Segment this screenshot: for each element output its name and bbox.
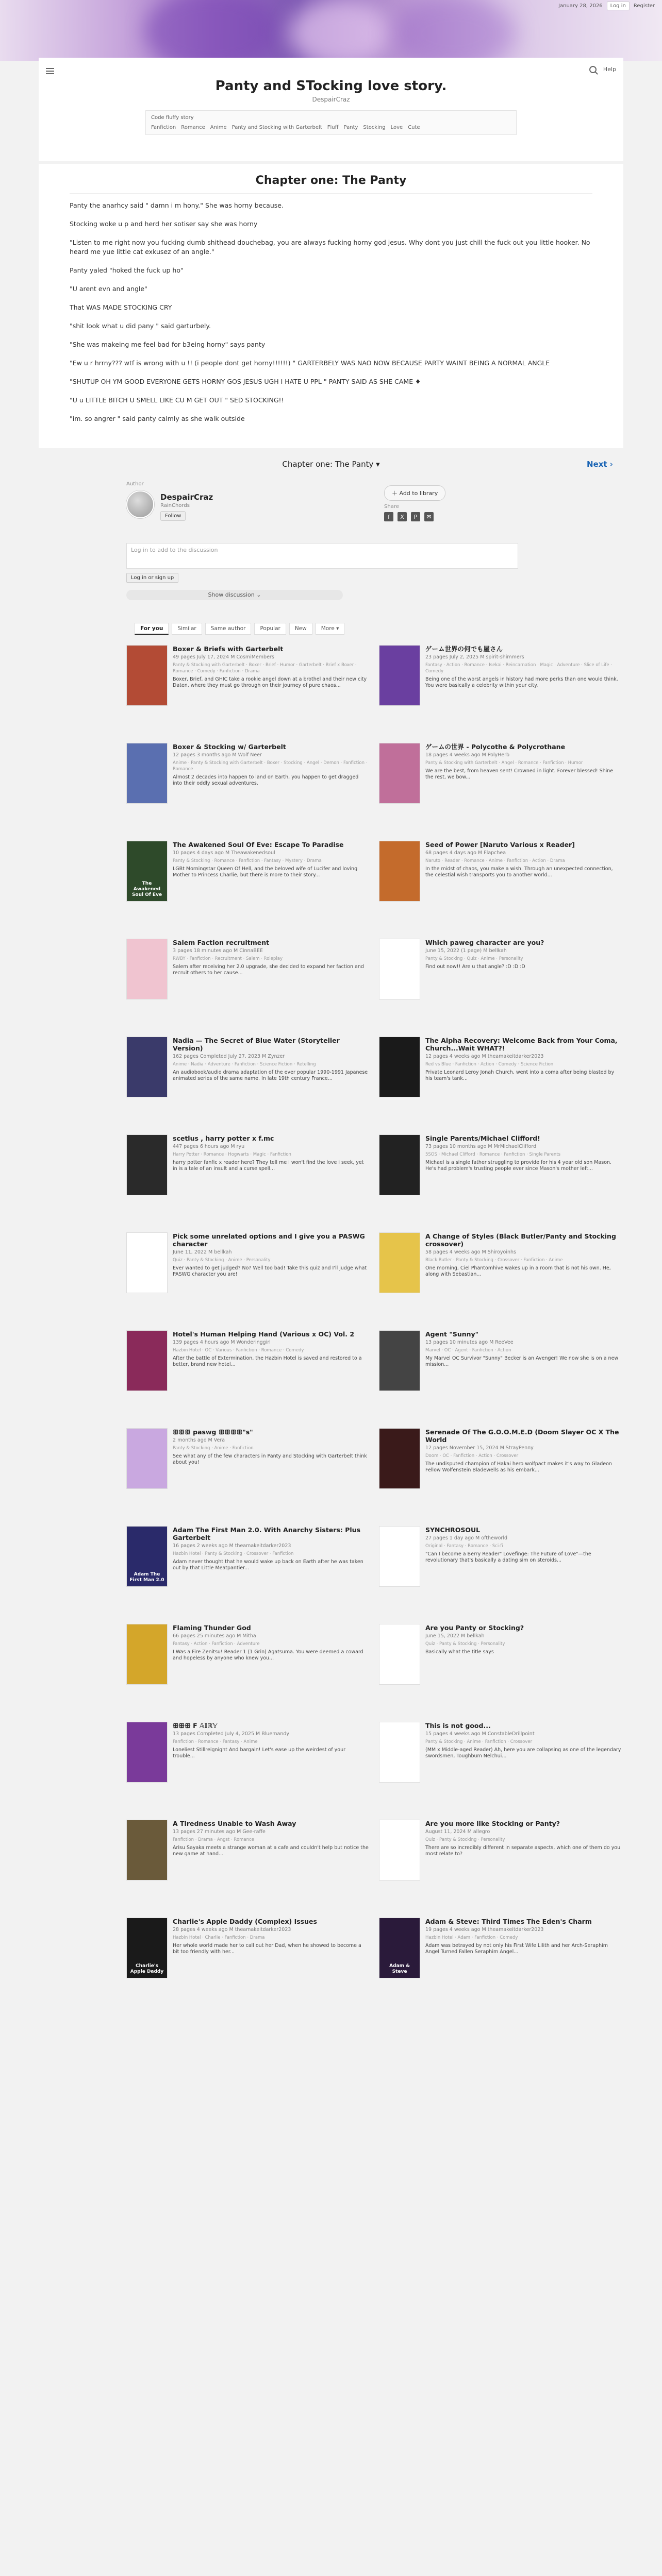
recommendation-summary: Ever wanted to get judged? No? Well too bad! Take this quiz and I'll judge what PASWG character you are!: [173, 1265, 367, 1277]
recommendation-title[interactable]: Seed of Power [Naruto Various x Reader]: [425, 841, 575, 849]
recommendation-tags: Fantasy · Action · Romance · Isekai · Reincarnation · Magic · Adventure · Slice of Life · Comedy: [425, 663, 612, 674]
recommendation-title[interactable]: Boxer & Stocking w/ Garterbelt: [173, 743, 286, 751]
share-icons: [384, 512, 434, 521]
recommendation-summary: Being one of the worst angels in history had more perks than one would think. You were basically a celebrity within your city.: [425, 676, 618, 688]
recommendation-tags: Panty & Stocking · Quiz · Anime · Personality: [425, 956, 523, 961]
recommendation-body: [425, 1918, 621, 2012]
cover-title: Adam The First Man 2.0: [129, 1572, 164, 1583]
chapter-paragraph: "im. so angrer " said panty calmly as she walk outside: [70, 415, 245, 422]
recommendation-summary: LGBt Morningstar Queen Of Hell, and the beloved wife of Lucifer and loving Mother to Princess Charlie, but there is more to their story...: [173, 866, 358, 878]
banner-decoration: [289, 0, 392, 61]
recommendation-summary: Arisu Sayaka meets a strange woman at a cafe and couldn't help but notice the new game at hand...: [173, 1845, 369, 1857]
author-name[interactable]: DespairCraz: [160, 493, 213, 502]
recommendation-tags: Hazbin Hotel · Charlie · Fanfiction · Drama: [173, 1935, 265, 1940]
x-twitter-icon[interactable]: X: [398, 512, 407, 521]
recommendation-summary: Boxer, Brief, and GHIC take a rookie angel down at a brothel and their new city Daten, where they must go through on their journey of pure chaos...: [173, 676, 367, 688]
show-discussion-button[interactable]: Show discussion ⌄: [126, 590, 343, 600]
story-cover[interactable]: [126, 939, 168, 999]
rec-tab[interactable]: Same author: [205, 623, 252, 635]
story-cover[interactable]: [126, 743, 168, 804]
recommendation-card[interactable]: [379, 1523, 621, 1621]
recommendation-title[interactable]: A Tiredness Unable to Wash Away: [173, 1820, 296, 1827]
chapter-navigation: [39, 455, 623, 476]
recommendation-tags: Panty & Stocking · Anime · Fanfiction: [173, 1446, 254, 1451]
recommendation-card[interactable]: [379, 1425, 621, 1523]
recommendation-summary: See what any of the few characters in Panty and Stocking with Garterbelt think about you!: [173, 1453, 367, 1465]
recommendation-summary: Private Leonard Leroy Jonah Church, went into a coma after being blasted by his team's tank...: [425, 1070, 615, 1081]
recommendation-grid: [126, 642, 621, 2012]
rec-tab[interactable]: New: [289, 623, 312, 635]
recommendation-summary: The undisputed champion of Hakai hero wolfpact makes it's way to Gladeon Fellow Wolfenstein Bladewells as his embark...: [425, 1461, 612, 1473]
recommendation-meta: 23 pages July 2, 2025 M spirit-shimmers: [425, 654, 524, 660]
add-to-library-button[interactable]: ＋ Add to library: [384, 485, 445, 501]
recommendation-card[interactable]: [379, 1719, 621, 1817]
story-cover[interactable]: [126, 1624, 168, 1685]
recommendation-tags: Fantasy · Action · Fanfiction · Adventure: [173, 1641, 260, 1647]
recommendation-tags: Harry Potter · Romance · Hogwarts · Magic · Fanfiction: [173, 1152, 291, 1157]
story-tag[interactable]: Cute: [408, 125, 420, 130]
story-cover[interactable]: [379, 841, 420, 902]
recommendation-meta: 13 pages 27 minutes ago M Gee-raffe: [173, 1829, 266, 1835]
recommendation-tags: Red vs Blue · Fanfiction · Action · Comedy · Science Fiction: [425, 1062, 554, 1067]
hamburger-menu-icon[interactable]: [46, 68, 54, 74]
story-cover[interactable]: [126, 1232, 168, 1293]
cover-title: Charlie's Apple Daddy: [130, 1963, 164, 1974]
recommendation-body: [425, 1134, 621, 1229]
story-banner: [0, 0, 662, 61]
author-avatar[interactable]: [126, 490, 154, 518]
recommendation-summary: Salem after receiving her 2.0 upgrade, she decided to expand her faction and recruit others to her cause...: [173, 964, 364, 976]
recommendation-tags: Fanfiction · Romance · Fantasy · Anime: [173, 1739, 258, 1744]
recommendation-summary: Her whole world made her to call out her Dad, when he showed to become a bit too friendly with her...: [173, 1943, 361, 1955]
next-chapter-link[interactable]: Next ›: [587, 460, 613, 469]
recommendation-card[interactable]: [379, 1914, 621, 2012]
recommendation-meta: June 15, 2022 (1 page) M bellkah: [425, 948, 507, 954]
recommendation-tags: Hazbin Hotel · Panty & Stocking · Crossover · Fanfiction: [173, 1551, 294, 1556]
recommendation-summary: After the battle of Extermination, the Hazbin Hotel is saved and restored to a better, brand new hotel...: [173, 1355, 362, 1367]
recommendation-tags: Quiz · Panty & Stocking · Anime · Personality: [173, 1258, 271, 1263]
recommendation-body: [425, 645, 621, 740]
recommendation-title[interactable]: Hotel's Human Helping Hand (Various x OC) Vol. 2: [173, 1330, 355, 1338]
recommendation-body: [425, 1526, 621, 1621]
recommendation-summary: Adam was betrayed by not only his First Wife Lilith and her Arch-Seraphim Angel Turned Fallen Seraphim Angel...: [425, 1943, 608, 1955]
recommendation-title[interactable]: Serenade Of The G.O.O.M.E.D (Doom Slayer OC X The World: [425, 1428, 619, 1444]
recommendation-card[interactable]: [126, 1229, 369, 1327]
recommendation-meta: 10 pages 4 days ago M Theawakenedsoul: [173, 850, 275, 856]
recommendation-meta: June 15, 2022 M bellkah: [425, 1633, 485, 1639]
recommendation-title[interactable]: The Awakened Soul Of Eve: Escape To Paradise: [173, 841, 344, 849]
recommendation-card[interactable]: [126, 1621, 369, 1719]
recommendation-tags: Panty & Stocking with Garterbelt · Angel · Romance · Fanfiction · Humor: [425, 760, 583, 766]
recommendation-title[interactable]: Agent "Sunny": [425, 1330, 479, 1338]
recommendation-summary: harry potter fanfic x reader here? They tell me i won't find the love i seek, yet in is a tale of an insult and a curse spell...: [173, 1160, 364, 1172]
recommendation-tags: Panty & Stocking with Garterbelt · Boxer · Brief · Humor · Garterbelt · Brief x Boxer · Romance · Comedy · Fanfiction · Drama: [173, 663, 357, 674]
help-link[interactable]: Help: [603, 66, 616, 73]
share-label: Share: [384, 504, 399, 510]
recommendation-summary: One morning, Ciel Phantomhive wakes up in a room that is not his own. He, along with Sebastian...: [425, 1265, 611, 1277]
story-cover[interactable]: [126, 1330, 168, 1391]
story-tags: [151, 125, 511, 130]
recommendation-card[interactable]: [126, 1033, 369, 1131]
story-header: [39, 58, 623, 161]
recommendation-title[interactable]: Nadia — The Secret of Blue Water (Storyteller Version): [173, 1037, 340, 1052]
recommendation-body: [173, 743, 369, 838]
recommendation-card[interactable]: [379, 1131, 621, 1229]
recommendation-meta: 28 pages 4 weeks ago M theamakeitdarker2023: [173, 1927, 291, 1933]
recommendation-card[interactable]: [379, 740, 621, 838]
recommendation-title[interactable]: Charlie's Apple Daddy (Complex) Issues: [173, 1918, 317, 1925]
comment-area: [126, 543, 518, 583]
recommendation-title[interactable]: ゲーム世界の何でも屋さん: [425, 645, 503, 653]
recommendation-tags: Fanfiction · Drama · Angst · Romance: [173, 1837, 254, 1842]
story-author-link[interactable]: DespairCraz: [312, 96, 350, 103]
recommendation-tabs: [39, 623, 623, 635]
recommendation-body: [173, 1428, 369, 1523]
chapter-paragraph: That WAS MADE STOCKING CRY: [70, 303, 172, 311]
story-title: Panty and STocking love story.: [215, 78, 447, 94]
recommendation-body: [425, 1037, 621, 1131]
recommendation-title[interactable]: SYNCHROSOUL: [425, 1526, 481, 1534]
recommendation-meta: 19 pages 4 weeks ago M theamakeitdarker2023: [425, 1927, 544, 1933]
recommendation-tags: Hazbin Hotel · OC · Various · Fanfiction · Romance · Comedy: [173, 1348, 304, 1353]
recommendation-meta: 139 pages 4 hours ago M Wonderinggirl: [173, 1340, 271, 1345]
story-cover[interactable]: [126, 645, 168, 706]
chapter-title: Chapter one: The Panty: [70, 174, 592, 194]
story-description: Code fluffy story: [151, 115, 194, 121]
recommendation-body: [425, 1624, 621, 1719]
recommendation-body: [425, 841, 621, 936]
recommendation-meta: 49 pages July 17, 2024 M CosmiMembers: [173, 654, 274, 660]
recommendation-meta: 12 pages November 15, 2024 M StrayPenny: [425, 1445, 534, 1451]
recommendation-card[interactable]: [126, 740, 369, 838]
recommendation-meta: 3 pages 18 minutes ago M CinnaBEE: [173, 948, 263, 954]
recommendation-summary: "Can I become a Berry Reader" Lovefinge: The Future of Love"—the revolutionary that's basically a dating sim on steroids...: [425, 1551, 591, 1563]
recommendation-meta: 13 pages 10 minutes ago M ReeVee: [425, 1340, 514, 1345]
recommendation-meta: August 11, 2024 M allegro: [425, 1829, 490, 1835]
recommendation-title[interactable]: Salem Faction recruitment: [173, 939, 270, 946]
recommendation-summary: We are the best, from heaven sent! Crowned in light. Forever blessed! Shine the rest, we bow...: [425, 768, 614, 780]
recommendation-card[interactable]: [379, 1817, 621, 1914]
story-cover[interactable]: [379, 1722, 420, 1783]
recommendation-summary: Almost 2 decades into happen to land on Earth, you happen to get dragged into their oddly sexual adventures.: [173, 774, 359, 786]
recommendation-summary: An audiobook/audio drama adaptation of the ever popular 1990-1991 Japanese animated series of the same name. In late 19th century France...: [173, 1070, 368, 1081]
recommendation-body: [173, 1330, 369, 1425]
chapter-paragraph: "She was makeing me feel bad for b3eing horny" says panty: [70, 341, 266, 348]
recommendation-tags: Anime · Nadia · Adventure · Fanfiction · Science Fiction · Retelling: [173, 1062, 316, 1067]
recommendation-card[interactable]: [126, 1327, 369, 1425]
recommendation-card[interactable]: [379, 1229, 621, 1327]
recommendation-meta: 27 pages 1 day ago M oftheworld: [425, 1535, 507, 1541]
story-tag[interactable]: Romance: [181, 125, 205, 130]
cover-title: The Awakened Soul Of Eve: [131, 881, 162, 897]
story-tag[interactable]: Stocking: [363, 125, 386, 130]
recommendation-body: [425, 939, 621, 1033]
chapter-select-dropdown[interactable]: Chapter one: The Panty ▾: [282, 460, 380, 469]
recommendation-body: [173, 939, 369, 1033]
recommendation-meta: 58 pages 4 weeks ago M Shiroyoinhs: [425, 1249, 516, 1255]
recommendation-body: [425, 1428, 621, 1523]
recommendation-card[interactable]: [379, 1033, 621, 1131]
recommendation-summary: Basically what the title says: [425, 1649, 494, 1655]
recommendation-title[interactable]: The Alpha Recovery: Welcome Back from Your Coma, Church...Wait WHAT?!: [425, 1037, 618, 1052]
story-cover[interactable]: [379, 1037, 420, 1097]
recommendation-body: [425, 1330, 621, 1425]
chapter-paragraph: Panty the anarhcy said " damn i m hony." She was horny because.: [70, 201, 284, 209]
email-icon[interactable]: ✉: [424, 512, 434, 521]
recommendation-meta: 73 pages 10 months ago M MrMichaelClifford: [425, 1144, 537, 1149]
recommendation-meta: 2 months ago M Vera: [173, 1437, 225, 1443]
current-date: January 28, 2026: [558, 3, 603, 9]
recommendation-title[interactable]: ゲームの世界 - Polycothe & Polycrothane: [425, 743, 566, 751]
recommendation-tags: Anime · Panty & Stocking with Garterbelt · Boxer · Stocking · Angel · Demon · Fanfiction · Romance: [173, 760, 368, 772]
story-cover[interactable]: [379, 1330, 420, 1391]
recommendation-card[interactable]: [126, 936, 369, 1033]
recommendation-body: [173, 1722, 369, 1817]
chapter-paragraph: "shit look what u did pany " said garturbely.: [70, 322, 211, 330]
recommendation-tags: Hazbin Hotel · Adam · Fanfiction · Comedy: [425, 1935, 518, 1940]
recommendation-tags: Original · Fantasy · Romance · Sci-fi: [425, 1544, 503, 1549]
content-wrap: [39, 58, 623, 2012]
recommendation-body: [173, 841, 369, 936]
story-cover[interactable]: [379, 1428, 420, 1489]
recommendation-meta: 68 pages 4 days ago M Flapchea: [425, 850, 506, 856]
chapter-body: [70, 201, 592, 423]
cover-title: Adam & Steve: [389, 1963, 410, 1974]
recommendation-tags: Quiz · Panty & Stocking · Personality: [425, 1641, 505, 1647]
recommendation-card[interactable]: [379, 642, 621, 740]
rec-tab[interactable]: Popular: [254, 623, 286, 635]
recommendation-tags: Doom · OC · Fanfiction · Action · Crossover: [425, 1453, 519, 1459]
recommendation-summary: My Marvel OC Survivor "Sunny" Becker is an Avenger! We now she is on a new mission...: [425, 1355, 619, 1367]
story-tag[interactable]: Love: [390, 125, 403, 130]
recommendation-title[interactable]: This is not good...: [425, 1722, 491, 1730]
recommendation-meta: 13 pages Completed July 4, 2025 M Bluemandy: [173, 1731, 290, 1737]
chapter-paragraph: "U arent evn and angle": [70, 285, 147, 293]
recommendation-title[interactable]: Boxer & Briefs with Garterbelt: [173, 645, 284, 653]
facebook-icon[interactable]: f: [384, 512, 393, 521]
author-stats: RainChords: [160, 503, 190, 509]
recommendation-body: [173, 1624, 369, 1719]
recommendation-summary: Michael is a single father struggling to provide for his 4 year old son Mason. He's had problem's trusting people ever since Mason's mother left...: [425, 1160, 612, 1172]
recommendation-tags: Black Butler · Panty & Stocking · Crossover · Fanfiction · Anime: [425, 1258, 563, 1263]
chapter-card: [39, 164, 623, 448]
chapter-paragraph: "U u LITTLE BITCH U SMELL LIKE CU M GET OUT " SED STOCKING!!: [70, 396, 284, 404]
rec-tab[interactable]: For you: [135, 623, 169, 635]
chapter-paragraph: Stocking woke u p and herd her sotiser say she was horny: [70, 220, 258, 228]
story-cover[interactable]: [126, 1820, 168, 1880]
story-cover[interactable]: [379, 645, 420, 706]
recommendation-title[interactable]: Adam The First Man 2.0. With Anarchy Sisters: Plus Garterbelt: [173, 1526, 361, 1541]
story-cover[interactable]: [379, 1918, 420, 1978]
recommendation-title[interactable]: Are you more like Stocking or Panty?: [425, 1820, 560, 1827]
recommendation-card[interactable]: [379, 1621, 621, 1719]
recommendation-summary: (MM x Middle-aged Reader) Ah, here you are collapsing as one of the legendary swordsmen, Toughbum Nelchui...: [425, 1747, 621, 1759]
banner-decoration: [392, 0, 516, 61]
recommendation-body: [173, 1134, 369, 1229]
recommendation-card[interactable]: [379, 936, 621, 1033]
story-cover[interactable]: [379, 743, 420, 804]
author-label: Author: [126, 481, 144, 487]
recommendation-tags: Naruto · Reader · Romance · Anime · Fanfiction · Action · Drama: [425, 858, 565, 863]
recommendation-card[interactable]: [126, 642, 369, 740]
recommendation-body: [425, 1722, 621, 1817]
pinterest-icon[interactable]: P: [411, 512, 420, 521]
recommendation-meta: 12 pages 3 months ago M Wolf Neer: [173, 752, 262, 758]
recommendation-summary: Find out now!! Are u that angle? :D :D :D: [425, 964, 525, 970]
story-cover[interactable]: [379, 1526, 420, 1587]
recommendation-body: [173, 1526, 369, 1621]
chapter-paragraph: "SHUTUP OH YM GOOD EVERYONE GETS HORNY GOS JESUS UGH I HATE U PPL " PANTY SAID AS SHE CAME ♦: [70, 378, 421, 385]
recommendation-title[interactable]: Adam & Steve: Third Times The Eden's Charm: [425, 1918, 592, 1925]
rec-tab[interactable]: Similar: [172, 623, 202, 635]
rec-tab[interactable]: More ▾: [316, 623, 345, 635]
recommendation-tags: Marvel · OC · Agent · Fanfiction · Action: [425, 1348, 511, 1353]
recommendation-summary: In the midst of chaos, you make a wish. Through an unexpected connection, the celestial wish transports you to another world...: [425, 866, 613, 878]
recommendation-meta: 18 pages 4 weeks ago M PolyHerb: [425, 752, 510, 758]
recommendation-body: [173, 1820, 369, 1914]
recommendation-summary: There are so incredibly different in separate aspects, which one of them do you most relate to?: [425, 1845, 621, 1857]
recommendation-title[interactable]: ꕥꕥꕥ paswg ꕥꕥꕥꕥ"s": [173, 1428, 253, 1436]
story-tag[interactable]: Panty: [343, 125, 358, 130]
recommendation-card[interactable]: [126, 1719, 369, 1817]
story-cover[interactable]: [126, 1037, 168, 1097]
story-tag[interactable]: Fluff: [327, 125, 339, 130]
recommendation-tags: 5SOS · Michael Clifford · Romance · Fanfiction · Single Parents: [425, 1152, 561, 1157]
author-box: [126, 481, 518, 537]
chapter-paragraph: Panty yaled "hoked the fuck up ho": [70, 266, 184, 274]
recommendation-title[interactable]: Are you Panty or Stocking?: [425, 1624, 524, 1632]
recommendation-title[interactable]: ꕥꕥꕥ F 𝔸𝕀ℝ𝕐: [173, 1722, 218, 1730]
recommendation-title[interactable]: A Change of Styles (Black Butler/Panty and Stocking crossover): [425, 1232, 616, 1248]
recommendation-tags: Quiz · Panty & Stocking · Personality: [425, 1837, 505, 1842]
recommendation-card[interactable]: [126, 838, 369, 936]
recommendation-body: [173, 1232, 369, 1327]
story-cover[interactable]: [126, 1428, 168, 1489]
recommendation-tags: Panty & Stocking · Romance · Fanfiction · Fantasy · Mystery · Drama: [173, 858, 322, 863]
recommendation-meta: 12 pages 4 weeks ago M theamakeitdarker2023: [425, 1054, 544, 1059]
chapter-paragraph: "Ew u r hrrny??? wtf is wrong with u !! (i people dont get horny!!!!!!) " GARTERBELY WAS NAO NOW BECAUSE PARTY WAINT BEING A NORMAL ANGLE: [70, 359, 550, 367]
recommendation-meta: 162 pages Completed July 27, 2023 M Zynzer: [173, 1054, 285, 1059]
story-cover[interactable]: [379, 1134, 420, 1195]
recommendation-tags: RWBY · Fanfiction · Recruitment · Salem · Roleplay: [173, 956, 283, 961]
recommendation-meta: June 11, 2022 M bellkah: [173, 1249, 232, 1255]
follow-button[interactable]: Follow: [160, 511, 186, 521]
recommendation-summary: I Was a Fire Zenitsu! Reader 1 (1 Grin) Agatsuma. You were deemed a coward and hopeless by anyone who knew you...: [173, 1649, 363, 1661]
story-cover[interactable]: [379, 939, 420, 999]
banner-decoration: [144, 0, 278, 61]
story-cover[interactable]: [126, 841, 168, 902]
recommendation-body: [173, 645, 369, 740]
recommendation-title[interactable]: Pick some unrelated options and I give you a PASWG character: [173, 1232, 365, 1248]
comment-login-button[interactable]: Log in or sign up: [126, 573, 178, 583]
recommendation-body: [425, 1820, 621, 1914]
recommendation-title[interactable]: scetlus , harry potter x f.mc: [173, 1134, 274, 1142]
story-tag[interactable]: Panty and Stocking with Garterbelt: [231, 125, 322, 130]
story-meta-box: [145, 110, 517, 135]
story-cover[interactable]: [126, 1918, 168, 1978]
recommendation-title[interactable]: Which paweg character are you?: [425, 939, 544, 946]
story-cover[interactable]: [126, 1722, 168, 1783]
story-cover[interactable]: [379, 1624, 420, 1685]
story-cover[interactable]: [126, 1526, 168, 1587]
recommendation-card[interactable]: [126, 1425, 369, 1523]
recommendation-card[interactable]: [379, 1327, 621, 1425]
login-link[interactable]: Log in: [607, 2, 630, 10]
recommendation-meta: 447 pages 6 hours ago M ryu: [173, 1144, 245, 1149]
recommendation-title[interactable]: Flaming Thunder God: [173, 1624, 251, 1632]
recommendation-card[interactable]: [126, 1914, 369, 2012]
recommendation-card[interactable]: [126, 1523, 369, 1621]
recommendation-meta: 16 pages 2 weeks ago M theamakeitdarker2023: [173, 1543, 291, 1549]
story-cover[interactable]: [126, 1134, 168, 1195]
recommendation-card[interactable]: [126, 1131, 369, 1229]
story-cover[interactable]: [379, 1232, 420, 1293]
recommendation-body: [425, 743, 621, 838]
recommendation-summary: Loneliest Stillreignight And bargain! Let's ease up the weirdest of your trouble...: [173, 1747, 346, 1759]
recommendation-tags: Panty & Stocking · Anime · Fanfiction · Crossover: [425, 1739, 533, 1744]
story-tag[interactable]: Fanfiction: [151, 125, 176, 130]
recommendation-body: [173, 1918, 369, 2012]
chapter-paragraph: "Listen to me right now you fucking dumb shithead douchebag, you are always fucking horny god jesus. Why dont you just chill the fuck out you little hooker. No heard me yue little cat exkusez of an angle.": [70, 239, 590, 256]
recommendation-meta: 15 pages 4 weeks ago M ConstableDrillpoint: [425, 1731, 535, 1737]
recommendation-meta: 66 pages 25 minutes ago M Mitha: [173, 1633, 256, 1639]
recommendation-card[interactable]: [379, 838, 621, 936]
search-icon[interactable]: [589, 66, 597, 73]
recommendation-body: [173, 1037, 369, 1131]
recommendation-body: [425, 1232, 621, 1327]
recommendation-card[interactable]: [126, 1817, 369, 1914]
comment-input[interactable]: Log in to add to the discussion: [126, 543, 518, 569]
register-link[interactable]: Register: [633, 3, 655, 9]
top-bar: [551, 0, 662, 11]
story-tag[interactable]: Anime: [210, 125, 227, 130]
recommendation-summary: Adam never thought that he would wake up back on Earth after he was taken out by that Little Meatpantier...: [173, 1559, 363, 1571]
story-cover[interactable]: [379, 1820, 420, 1880]
recommendation-title[interactable]: Single Parents/Michael Clifford!: [425, 1134, 540, 1142]
